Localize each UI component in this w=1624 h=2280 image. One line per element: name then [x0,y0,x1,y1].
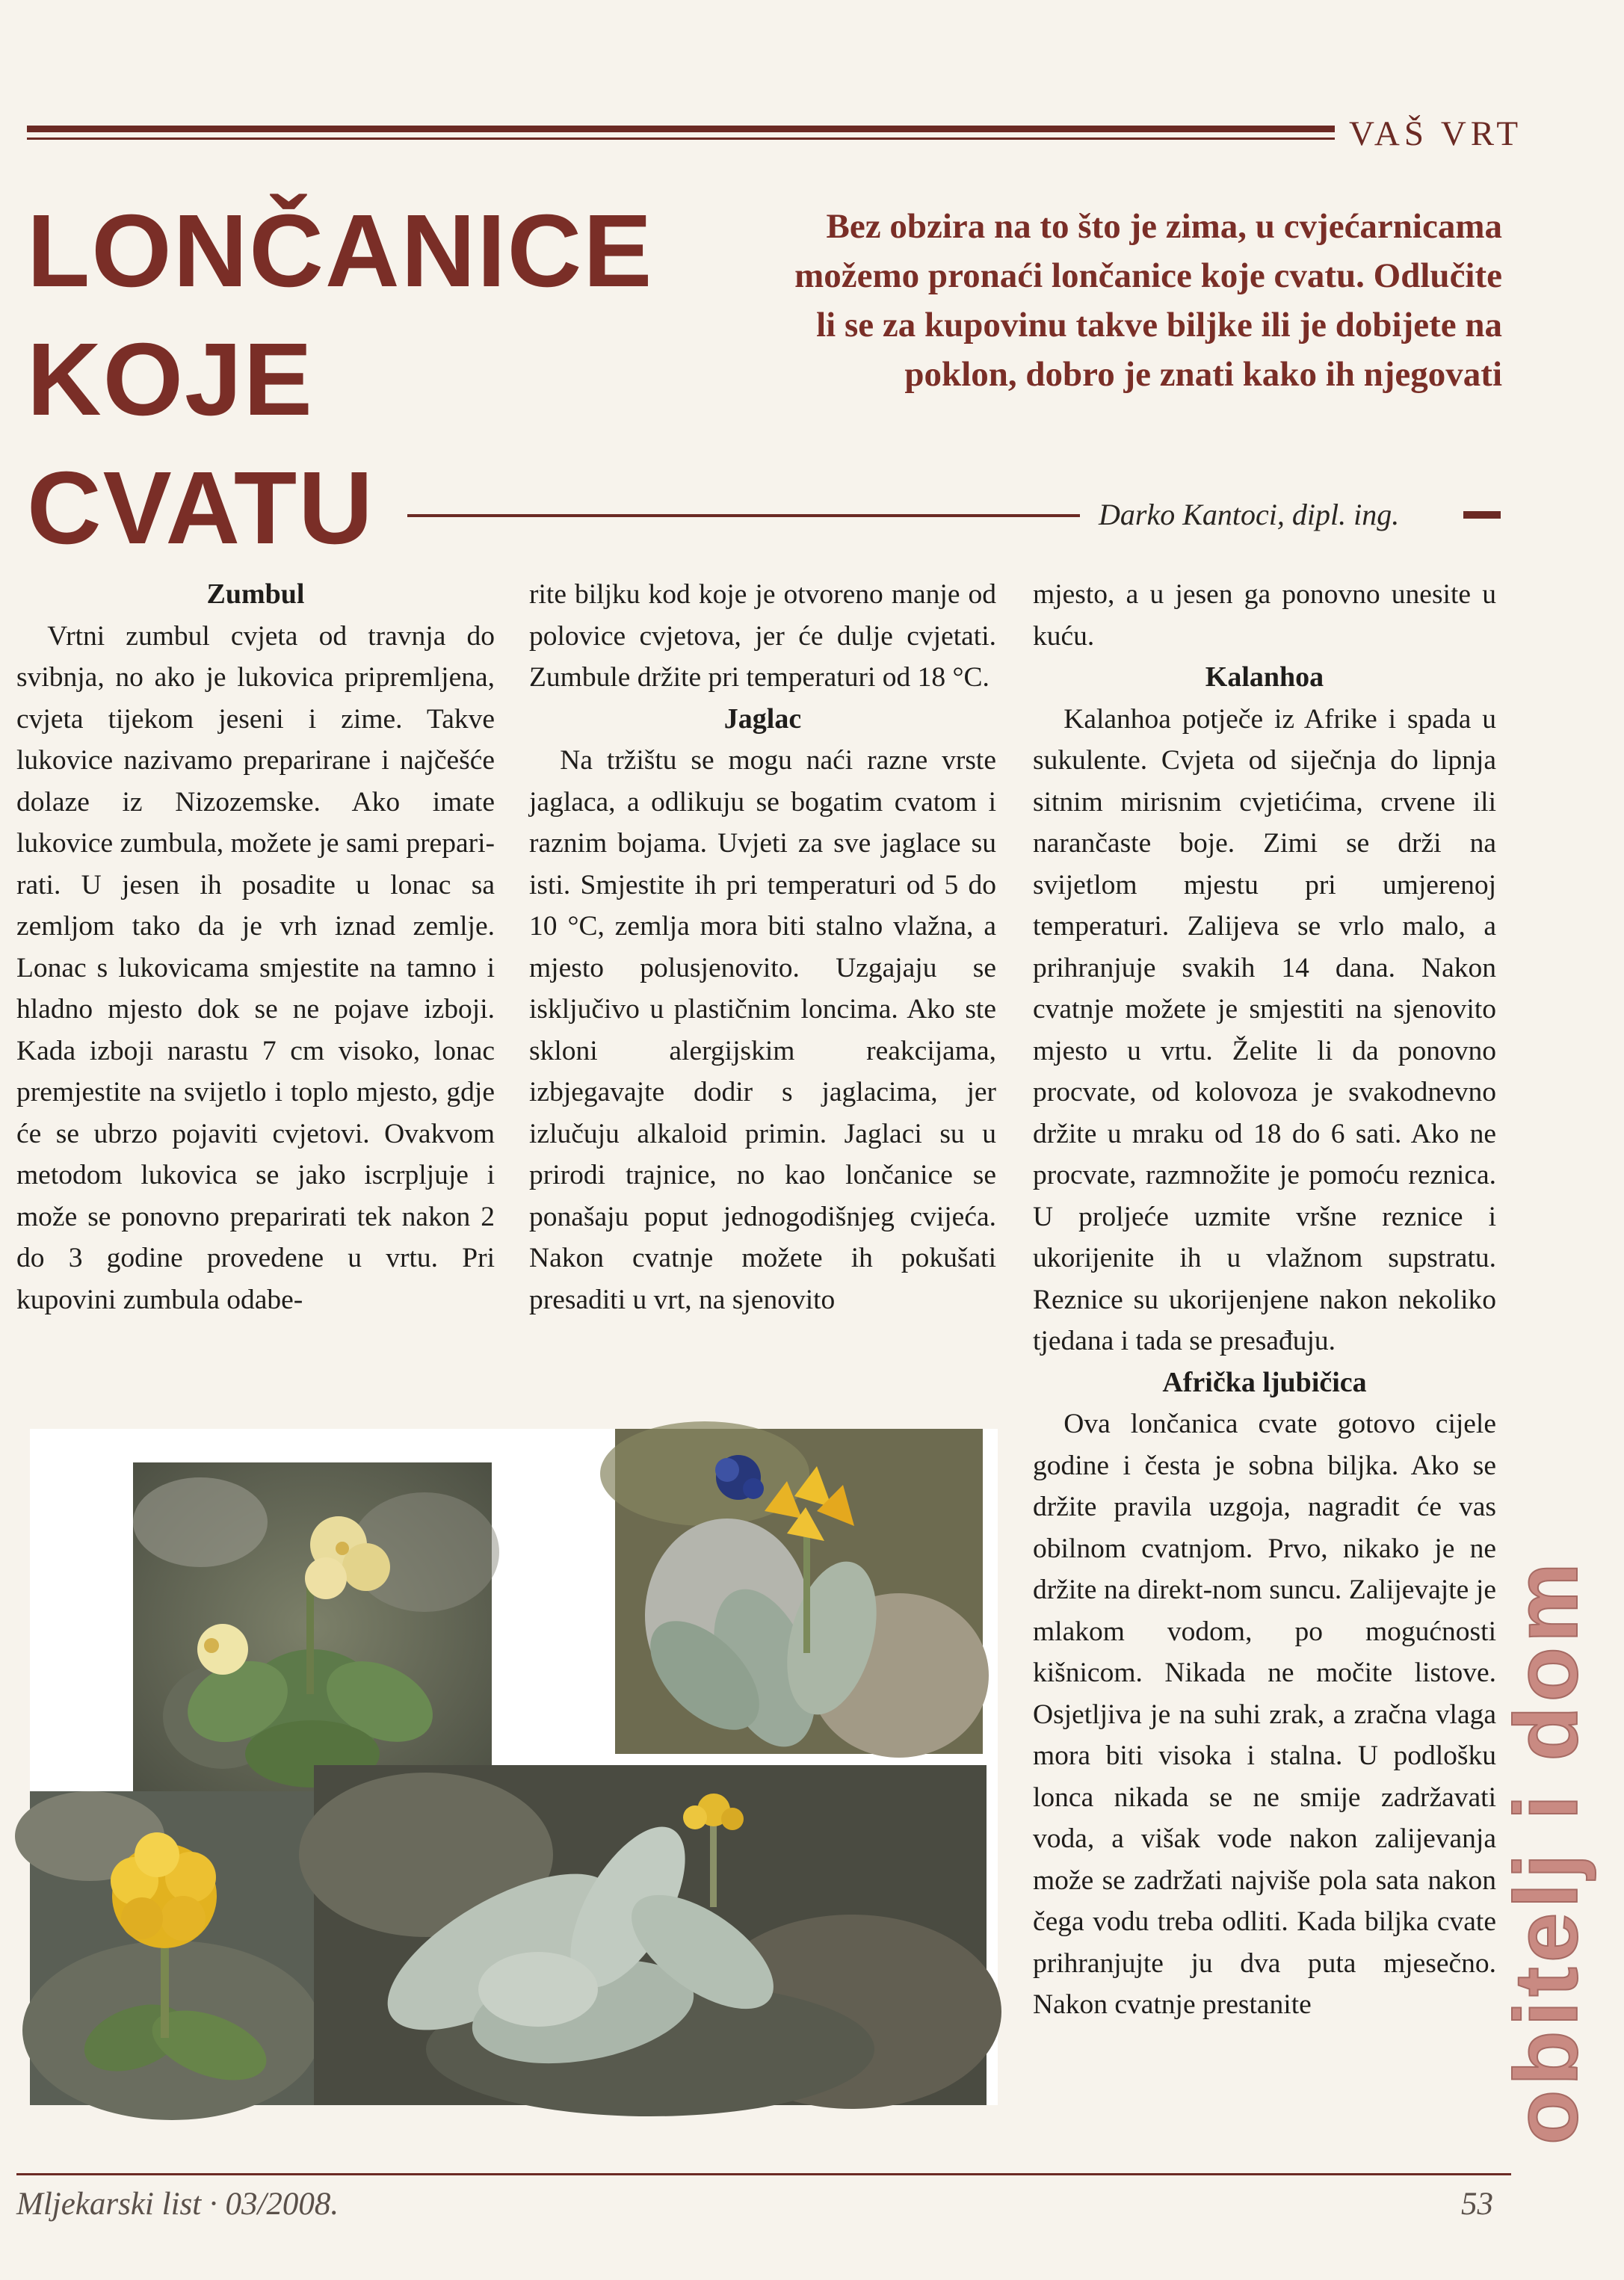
title-line-2: KOJE [27,322,314,437]
heading-kalanhoa: Kalanhoa [1205,661,1324,693]
photo-silver-leaf-primrose [314,1765,987,2105]
byline-end-mark [1463,511,1501,519]
byline-rule [407,514,1080,517]
page-number: 53 [1461,2187,1493,2222]
section-label: VAŠ VRT [1349,114,1523,153]
column-1 [16,574,495,1320]
footer-publication: Mljekarski list · 03/2008. [16,2187,339,2222]
text-kalanhoa: Kalanhoa potječe iz Afrike i spada u sukulente. Cvjeta od siječnja do lipnja sitnim mirisnim cvjetićima, crvene ili narančaste boje. Zimi se drži na svijetlom mjestu pri umjerenoj temperaturi. Zalijeva se vrlo malo, a prihranjuje svakih 14 dana. Nakon cvatnje možete je smjestiti na sjenovito mjesto u vrtu. Želite li da ponovno procvate, od kolovoza je svakodnevno držite u mraku od 18 do 6 sati. Ako ne procvate, razmnožite je pomoću reznica. U proljeće uzmite vršne reznice i ukorijenite ih u vlažnom supstratu. Reznice su ukorijenjene nakon nekoliko tjedana i tada se presađuju. [1033,703,1496,1356]
footer-rule [16,2173,1511,2175]
text-jaglac-cont: mjesto, a u jesen ga ponovno unesite u kuću. [1033,579,1496,652]
title-line-3: CVATU [27,451,374,566]
photo-gentian-primrose [615,1429,983,1754]
header-rule-thick [27,126,1335,132]
photo-pale-primrose [133,1462,492,1791]
photo-yellow-primrose [30,1791,314,2105]
text-zumbul-cont: rite biljku kod koje je otvoreno manje od polovice cvjetova, jer će dulje cvjetati. Zumbule držite pri temperaturi od 18 °C. [529,579,996,693]
title-line-1: LONČANICE [27,194,654,309]
text-zumbul: Vrtni zumbul cvjeta od travnja do svibnja, no ako je lukovica pripremljena, cvjeta tijekom jeseni i zime. Takve lukovice nazivamo preparirane i najčešće dolaze iz Nizozemske. Ako imate lukovice zumbula, možete je sami prepari-rati. U jesen ih posadite u lonac sa zemljom tako da je vrh iznad zemlje. Lonac s lukovicama smjestite na tamno i hladno mjesto dok se ne pojave izboji. Kada izboji narastu 7 cm visoko, lonac premjestite na svijetlo i toplo mjesto, gdje će se ubrzo pojaviti cvjetovi. Ovakvom metodom lukovica se jako iscrpljuje i može se ponovno preparirati tek nakon 2 do 3 godine provedene u vrtu. Pri kupovini zumbula odabe- [16,620,495,1315]
text-jaglac: Na tržištu se mogu naći razne vrste jaglaca, a odlikuju se bogatim cvatom i raznim bojama. Uvjeti za sve jaglace su isti. Smjestite ih pri temperaturi od 5 do 10 °C, zemlja mora biti stalno vlažna, a mjesto polusjenovito. Uzgajaju se isključivo u plastičnim loncima. Ako ste skloni alergijskim reakcijama, izbjegavajte dodir s jaglacima, jer izlučuju alkaloid primin. Jaglaci su u prirodi trajnice, no kao lončanice se ponašaju poput jednogodišnjeg cvijeća. Nakon cvatnje možete ih pokušati presaditi u vrt, na sjenovito [529,745,996,1315]
heading-jaglac: Jaglac [723,702,802,735]
text-africka-ljubicica: Ova lončanica cvate gotovo cijele godine i česta je sobna biljka. Ako se držite pravila uzgoja, nagradit će vas obilnom cvatnjom. Prvo, nikako je ne držite na direkt-nom suncu. Zalijevajte je mlakom vodom, po mogućnosti kišnicom. Nikada ne močite listove. Osjetljiva je na suhi zrak, a zračna vlaga mora biti visoka i stalna. U podlošku lonca nikada se ne smije zadržavati voda, a višak vode nakon zalijevanja može se zadržati najviše pola sata nakon čega vodu treba odliti. Kada biljka cvate prihranjujte ju dva puta mjesečno. Nakon cvatnje prestanite [1033,1409,1496,2020]
side-banner-text: obitelj i dom [1496,1558,1596,2145]
column-2 [529,574,996,1320]
photo-collage [30,1429,998,2105]
heading-africka-ljubicica: Afrička ljubičica [1162,1366,1367,1398]
header-rule-thin [27,138,1335,140]
column-3 [1033,574,1496,2026]
side-banner [1496,1237,1596,2156]
heading-zumbul: Zumbul [206,578,305,610]
article-author: Darko Kantoci, dipl. ing. [1099,498,1400,531]
article-lead: Bez obzira na to što je zima, u cvjećarnicama možemo pronaći lončanice koje cvatu. Odlučite li se za kupovinu takve biljke ili je dobijete na poklon, dobro je znati kako ih njegovati [794,207,1502,394]
